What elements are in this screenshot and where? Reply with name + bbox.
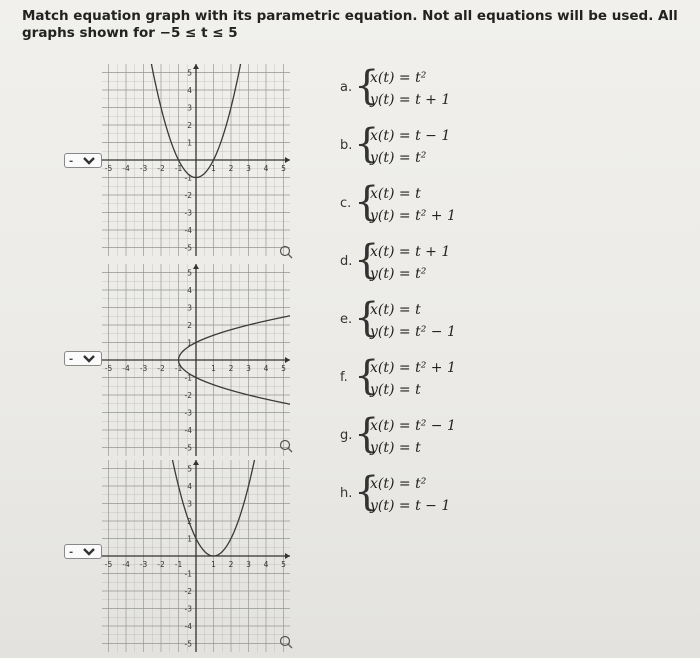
equation-letter: b. [340,138,353,153]
dropdown-value: - [69,354,74,365]
x-tick-label: 3 [246,364,251,373]
x-tick-label: 3 [246,560,251,569]
x-tick-label: -3 [139,164,148,173]
chevron-down-icon [82,157,96,165]
equation-e [340,296,540,344]
dropdown-value: - [69,156,74,167]
y-tick-label: -2 [184,587,192,596]
chevron-down-icon [82,548,96,556]
brace-icon: { [354,353,380,399]
y-axis-arrow [193,460,199,465]
equation-letter: h. [340,486,353,501]
coordinate-grid [100,262,292,458]
x-tick-label: -4 [122,164,130,173]
magnifier-icon[interactable] [278,634,294,650]
graph-2 [100,262,292,458]
equation-x: x(t) = t − 1 [370,128,451,144]
coordinate-grid [100,458,292,654]
curve-3 [126,458,292,556]
x-axis-arrow [285,157,290,163]
equation-letter: e. [340,312,353,327]
y-tick-label: 5 [187,464,192,474]
x-tick-label: -5 [104,164,113,173]
equation-d [340,238,540,286]
y-tick-label: -4 [184,226,192,235]
x-tick-label: 3 [246,164,251,173]
y-tick-label: -5 [184,639,192,649]
brace-icon: { [354,237,380,283]
y-tick-label: -1 [184,569,192,579]
x-axis-arrow [285,357,290,363]
y-tick-label: 4 [187,482,192,491]
x-tick-label: -1 [174,364,183,373]
y-tick-label: 2 [187,517,192,526]
equation-y: y(t) = t [370,440,421,456]
answer-dropdown-3[interactable] [64,544,102,559]
x-tick-label: 2 [228,364,234,373]
brace-icon: { [354,179,380,225]
x-tick-label: -2 [157,364,165,373]
equation-x: x(t) = t + 1 [370,244,451,260]
x-tick-label: -5 [104,560,113,569]
x-tick-label: 5 [281,560,286,569]
brace-icon: { [354,469,380,515]
x-tick-label: 4 [263,364,269,373]
x-axis-arrow [285,553,290,559]
y-tick-label: 3 [187,103,192,113]
y-tick-label: 4 [187,86,192,95]
x-tick-label: 4 [263,560,269,569]
dropdown-value: - [69,547,74,558]
y-tick-label: 5 [187,268,192,278]
equation-letter: d. [340,254,353,269]
y-tick-label: -3 [184,604,192,614]
equation-y: y(t) = t + 1 [370,92,451,108]
y-tick-label: 4 [187,286,192,295]
x-tick-label: 1 [211,164,216,173]
equation-y: y(t) = t [370,382,421,398]
x-tick-label: 1 [211,560,216,569]
equation-y: y(t) = t² [370,150,427,166]
equation-b [340,122,540,170]
equation-letter: g. [340,428,353,443]
equation-f [340,354,540,402]
brace-icon: { [354,121,380,167]
x-tick-label: -1 [174,164,183,173]
y-tick-label: -1 [184,173,192,183]
y-tick-label: -5 [184,443,192,453]
y-tick-label: -3 [184,208,192,218]
x-tick-label: 4 [263,164,269,173]
y-tick-label: 3 [187,499,192,509]
equation-letter: f. [340,370,348,385]
x-tick-label: -5 [104,364,113,373]
y-tick-label: -3 [184,408,192,418]
x-tick-label: 5 [281,364,286,373]
equation-c [340,180,540,228]
y-tick-label: -4 [184,622,192,631]
equation-x: x(t) = t [370,302,421,318]
equation-y: y(t) = t² + 1 [370,208,456,224]
equation-letter: a. [340,80,353,95]
equation-y: y(t) = t² − 1 [370,324,456,340]
brace-icon: { [354,411,380,457]
x-tick-label: -2 [157,164,165,173]
equation-y: y(t) = t² [370,266,427,282]
equation-x: x(t) = t² [370,70,427,86]
x-tick-label: -2 [157,560,165,569]
magnifier-icon[interactable] [278,244,294,260]
graph-1 [100,62,292,258]
answer-dropdown-2[interactable] [64,351,102,366]
y-tick-label: 5 [187,68,192,78]
y-axis-arrow [193,264,199,269]
equation-g [340,412,540,460]
equation-x: x(t) = t² − 1 [370,418,456,434]
equation-a [340,64,540,112]
x-tick-label: -3 [139,364,148,373]
x-tick-label: 5 [281,164,286,173]
x-tick-label: -4 [122,364,130,373]
equation-letter: c. [340,196,352,211]
equation-h [340,470,540,518]
y-tick-label: -5 [184,243,192,253]
x-tick-label: 2 [228,560,234,569]
y-tick-label: 1 [187,138,192,148]
x-tick-label: 2 [228,164,234,173]
answer-dropdown-1[interactable] [64,153,102,168]
y-tick-label: 2 [187,321,192,330]
x-tick-label: 1 [211,364,216,373]
y-tick-label: 3 [187,303,192,313]
graph-3 [100,458,292,654]
brace-icon: { [354,295,380,341]
x-tick-label: -3 [139,560,148,569]
equation-x: x(t) = t [370,186,421,202]
y-tick-label: 1 [187,534,192,544]
y-tick-label: -2 [184,191,192,200]
coordinate-grid [100,62,292,258]
chevron-down-icon [82,355,96,363]
x-tick-label: -1 [174,560,183,569]
x-tick-label: -4 [122,560,130,569]
y-tick-label: -4 [184,426,192,435]
y-axis-arrow [193,64,199,69]
question-prompt: Match equation graph with its parametric equation. Not all equations will be used. All graphs shown for −5 ≤ t ≤ 5 [22,8,678,41]
y-tick-label: 2 [187,121,192,130]
y-tick-label: 1 [187,338,192,348]
magnifier-icon[interactable] [278,438,294,454]
brace-icon: { [354,63,380,109]
y-tick-label: -1 [184,373,192,383]
y-tick-label: -2 [184,391,192,400]
equation-x: x(t) = t² + 1 [370,360,456,376]
equation-x: x(t) = t² [370,476,427,492]
equation-y: y(t) = t − 1 [370,498,451,514]
